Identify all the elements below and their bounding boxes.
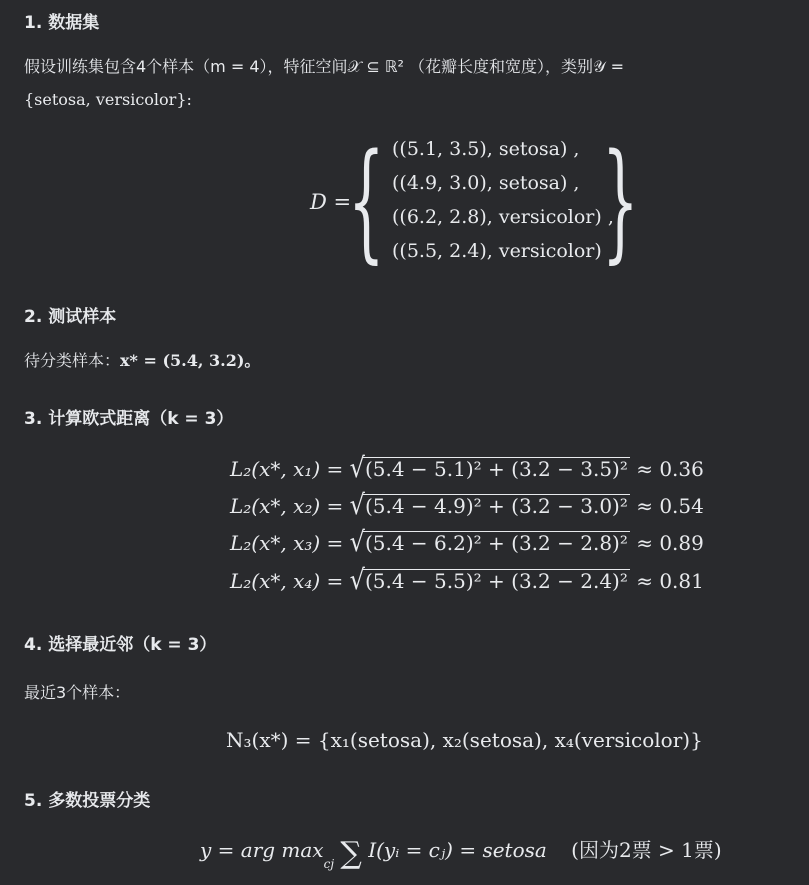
vote-note: (因为2票 > 1票): [571, 838, 722, 862]
distance-row: [230, 488, 730, 522]
distance-row: [230, 525, 730, 559]
sqrt-icon: √: [349, 451, 365, 485]
heading-dataset: 1. 数据集: [24, 13, 100, 33]
distance-radicand: (5.4 − 6.2)² + (3.2 − 2.8)²: [364, 531, 628, 555]
distance-radicand: (5.4 − 4.9)² + (3.2 − 3.0)²: [364, 494, 628, 518]
dataset-row: ((6.2, 2.8), versicolor) ,: [392, 206, 614, 228]
test-sample-line: [24, 348, 260, 371]
distance-lhs: L₂(x*, x₂) =: [230, 494, 344, 518]
nearest-formula: N₃(x*) = {x₁(setosa), x₂(setosa), x₄(versicolor)}: [226, 728, 703, 752]
vote-rhs: I(yᵢ = cⱼ) = setosa: [368, 838, 547, 862]
test-sample-prefix: 待分类样本：: [24, 351, 121, 370]
dataset-row: ((4.9, 3.0), setosa) ,: [392, 172, 580, 194]
test-sample-formula: x* = (5.4, 3.2)。: [120, 351, 261, 370]
sqrt-icon: √: [349, 488, 365, 522]
dataset-row: ((5.1, 3.5), setosa) ,: [392, 138, 580, 160]
argmax-under: cj: [323, 857, 335, 871]
distance-value: ≈ 0.54: [636, 494, 704, 518]
distance-row: [230, 563, 730, 597]
distance-value: ≈ 0.81: [636, 569, 704, 593]
distance-value: ≈ 0.36: [636, 457, 704, 481]
dataset-intro-line2: {setosa, versicolor}:: [24, 90, 192, 109]
distance-radicand: (5.4 − 5.5)² + (3.2 − 2.4)²: [364, 569, 628, 593]
dataset-intro-line1: 假设训练集包含4个样本（m = 4），特征空间𝒳 ⊆ ℝ² （花瓣长度和宽度），类别𝒴 =: [24, 57, 625, 76]
heading-majority-vote: 5. 多数投票分类: [24, 791, 151, 811]
heading-nearest-neighbors: 4. 选择最近邻（k = 3）: [24, 635, 217, 655]
distance-lhs: L₂(x*, x₁) =: [230, 457, 344, 481]
distance-lhs: L₂(x*, x₄) =: [230, 569, 344, 593]
sqrt-icon: √: [349, 563, 365, 597]
dataset-formula: [310, 127, 650, 276]
nearest-text: 最近3个样本：: [24, 683, 131, 702]
vote-formula: [200, 834, 722, 874]
distance-radicand: (5.4 − 5.1)² + (3.2 − 3.5)²: [364, 457, 628, 481]
right-brace: }: [602, 127, 639, 276]
left-brace: {: [348, 127, 385, 276]
dataset-label: D =: [310, 190, 352, 214]
dataset-row: ((5.5, 2.4), versicolor): [392, 240, 602, 262]
sum-icon: ∑: [340, 836, 362, 871]
distance-value: ≈ 0.89: [636, 531, 704, 555]
sqrt-icon: √: [349, 525, 365, 559]
heading-test-sample: 2. 测试样本: [24, 307, 117, 327]
vote-lhs: y = arg max: [200, 838, 324, 862]
distance-row: [230, 451, 730, 485]
heading-distance: 3. 计算欧式距离（k = 3）: [24, 409, 234, 429]
distance-lhs: L₂(x*, x₃) =: [230, 531, 344, 555]
